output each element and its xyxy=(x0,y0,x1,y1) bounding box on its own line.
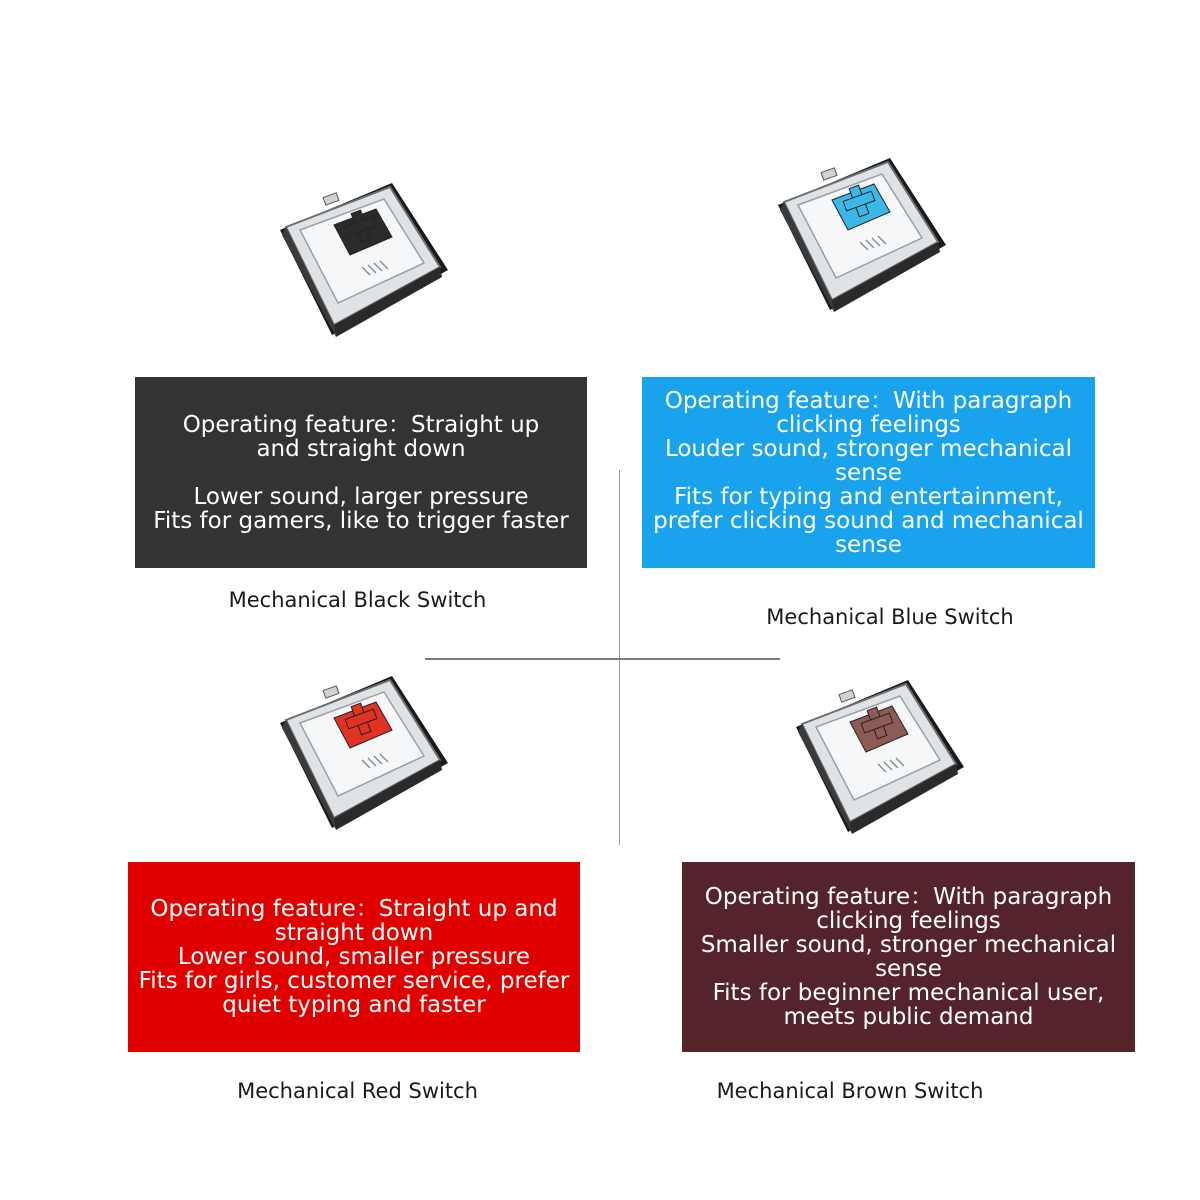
blue-line-7: sense xyxy=(835,531,902,558)
blue-line-5: Fits for typing and entertainment, xyxy=(674,483,1063,510)
red-switch-description xyxy=(128,862,580,1052)
black-line-2: and straight down xyxy=(256,435,466,462)
brown-switch-icon xyxy=(788,672,968,842)
blue-switch-icon xyxy=(770,150,950,320)
black-switch-description xyxy=(135,377,587,568)
blue-line-4: sense xyxy=(835,459,902,486)
blue-line-6: prefer clicking sound and mechanical xyxy=(653,507,1084,534)
red-switch-caption: Mechanical Red Switch xyxy=(237,1079,478,1103)
brown-line-4: sense xyxy=(875,956,942,982)
brown-line-1: Operating feature：With paragraph xyxy=(704,884,1113,910)
red-line-3: Lower sound, smaller pressure xyxy=(177,944,531,970)
brown-line-6: meets public demand xyxy=(783,1004,1034,1030)
red-line-1: Operating feature：Straight up and xyxy=(150,896,558,922)
red-line-5: quiet typing and faster xyxy=(222,992,486,1018)
brown-switch-description xyxy=(682,862,1135,1052)
black-switch-icon xyxy=(272,175,452,345)
red-line-2: straight down xyxy=(274,920,434,946)
black-line-1: Operating feature：Straight up xyxy=(182,411,540,438)
blue-switch-caption: Mechanical Blue Switch xyxy=(766,605,1014,629)
brown-line-5: Fits for beginner mechanical user, xyxy=(712,980,1105,1006)
black-switch-caption: Mechanical Black Switch xyxy=(228,588,487,612)
brown-switch-caption: Mechanical Brown Switch xyxy=(716,1079,984,1103)
blue-line-1: Operating feature：With paragraph xyxy=(664,387,1073,414)
black-line-3: Lower sound, larger pressure xyxy=(193,483,529,510)
brown-line-3: Smaller sound, stronger mechanical xyxy=(700,932,1117,958)
blue-line-3: Louder sound, stronger mechanical xyxy=(664,435,1073,462)
horizontal-divider xyxy=(425,658,780,660)
blue-line-2: clicking feelings xyxy=(776,411,961,438)
blue-switch-description xyxy=(642,377,1095,568)
black-line-4: Fits for gamers, like to trigger faster xyxy=(153,507,569,534)
brown-line-2: clicking feelings xyxy=(816,908,1001,934)
red-switch-icon xyxy=(272,668,452,838)
red-line-4: Fits for girls, customer service, prefer xyxy=(138,968,570,994)
